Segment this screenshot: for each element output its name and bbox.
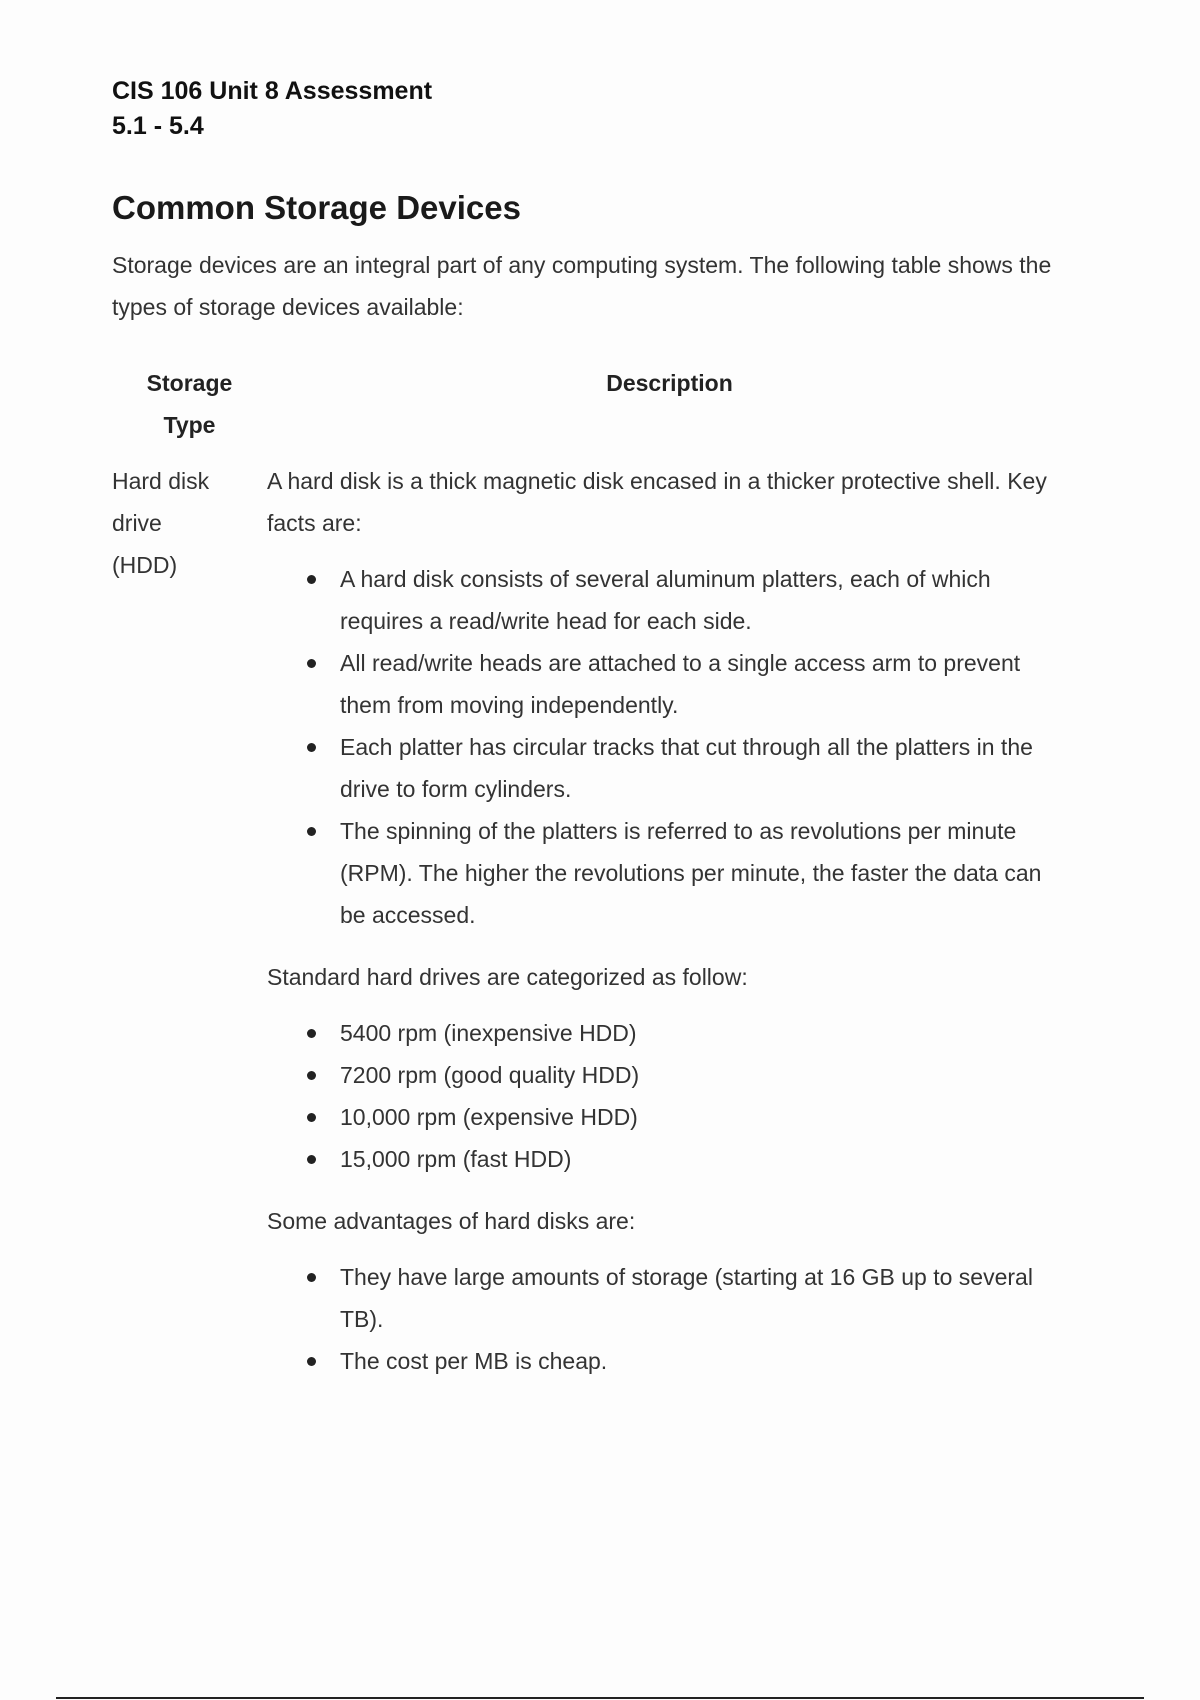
section-range: 5.1 - 5.4 xyxy=(112,112,204,140)
page-bottom-rule xyxy=(56,1697,1144,1699)
column-header-description: Description xyxy=(606,370,733,396)
list-item: The cost per MB is cheap. xyxy=(340,1340,1072,1382)
list-item: 5400 rpm (inexpensive HDD) xyxy=(340,1012,1072,1054)
list-item: They have large amounts of storage (starting at 16 GB up to several TB). xyxy=(340,1256,1072,1340)
storage-devices-table xyxy=(112,362,1072,1382)
hdd-intro: A hard disk is a thick magnetic disk encased in a thicker protective shell. Key facts are: xyxy=(267,468,1047,536)
categories-list xyxy=(267,1012,1072,1180)
list-item: 7200 rpm (good quality HDD) xyxy=(340,1054,1072,1096)
description-cell xyxy=(267,460,1072,1382)
table-row xyxy=(112,460,1072,1382)
table-header-row xyxy=(112,362,1072,460)
list-item: The spinning of the platters is referred to as revolutions per minute (RPM). The higher the revolutions per minute, the faster the data can be accessed. xyxy=(340,810,1072,936)
list-item: A hard disk consists of several aluminum platters, each of which requires a read/write head for each side. xyxy=(340,558,1072,642)
list-item: All read/write heads are attached to a single access arm to prevent them from moving independently. xyxy=(340,642,1072,726)
advantages-list xyxy=(267,1256,1072,1382)
page-title: Common Storage Devices xyxy=(112,189,521,226)
categories-intro: Standard hard drives are categorized as follow: xyxy=(267,964,748,990)
key-facts-list xyxy=(267,558,1072,936)
course-title: CIS 106 Unit 8 Assessment xyxy=(112,77,433,105)
list-item: Each platter has circular tracks that cut through all the platters in the drive to form cylinders. xyxy=(340,726,1072,810)
intro-paragraph: Storage devices are an integral part of any computing system. The following table shows the types of storage devices available: xyxy=(112,252,1052,320)
storage-type-cell: Hard disk drive (HDD) xyxy=(112,468,210,578)
course-header xyxy=(112,74,1112,144)
list-item: 15,000 rpm (fast HDD) xyxy=(340,1138,1072,1180)
advantages-intro: Some advantages of hard disks are: xyxy=(267,1208,636,1234)
document-content xyxy=(112,74,1112,1382)
list-item: 10,000 rpm (expensive HDD) xyxy=(340,1096,1072,1138)
column-header-storage-type: Storage Type xyxy=(146,370,233,438)
